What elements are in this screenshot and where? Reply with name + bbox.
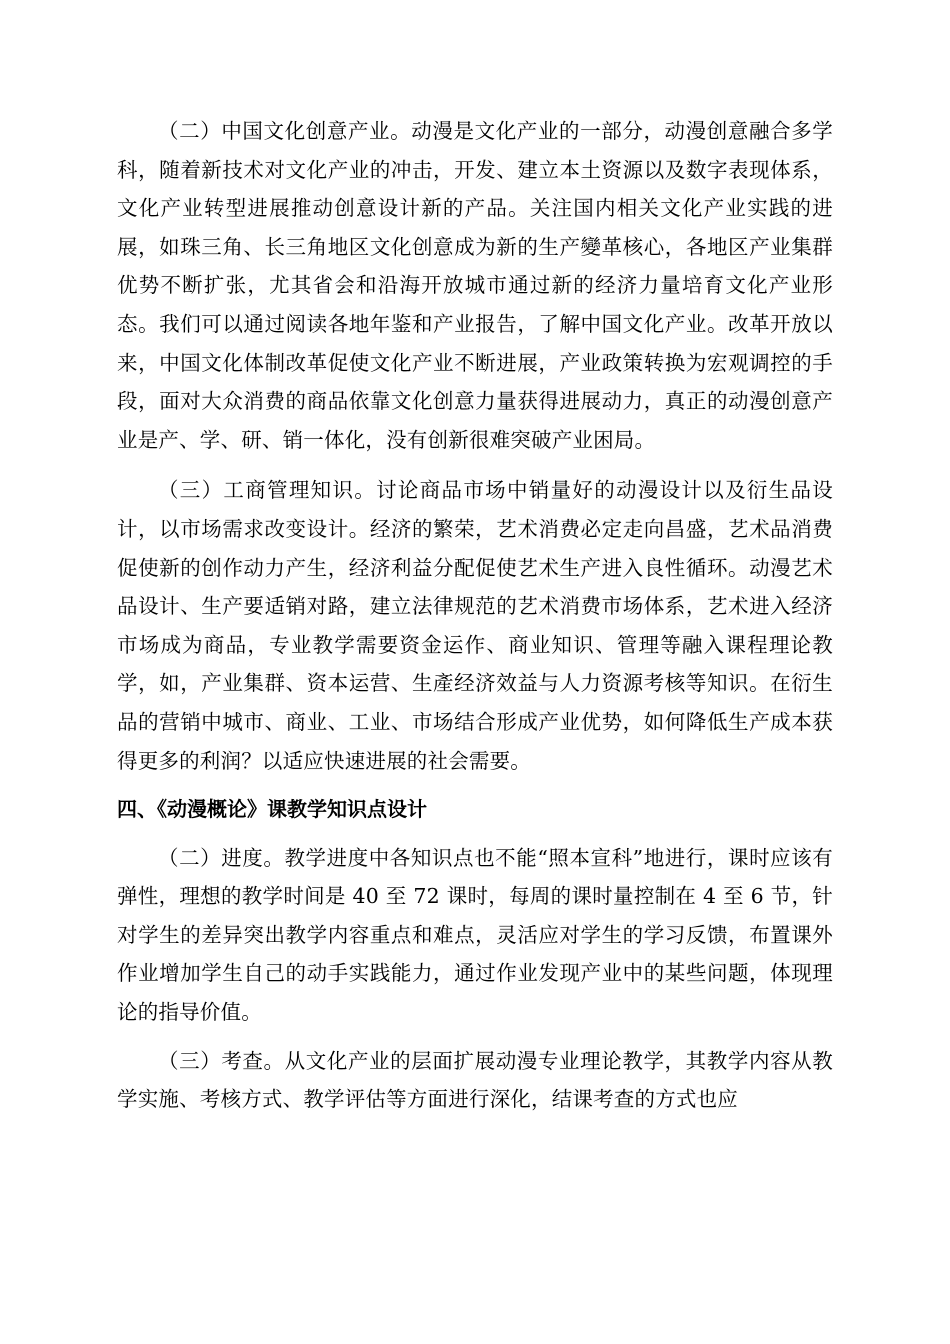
- document-body: [117, 112, 833, 1119]
- paragraph-assessment: （三）考查。从文化产业的层面扩展动漫专业理论教学，其教学内容从教学实施、考核方式、教学评估等方面进行深化，结课考查的方式也应: [117, 1048, 833, 1112]
- paragraph-progress: （二）进度。教学进度中各知识点也不能“照本宣科”地进行，课时应该有弹性，理想的教学时间是 40 至 72 课时，每周的课时量控制在 4 至 6 节，针对学生的差异突出教学内容重点和难点，灵活应对学生的学习反馈，布置课外作业增加学生自己的动手实践能力，通过作业发现产业中的某些问题，体现理论的指导价值。: [117, 845, 833, 1025]
- paragraph-cultural-creative-industry: （二）中国文化创意产业。动漫是文化产业的一部分，动漫创意融合多学科，随着新技术对文化产业的冲击，开发、建立本土资源以及数字表现体系，文化产业转型进展推动创意设计新的产品。关注国内相关文化产业实践的进展，如珠三角、长三角地区文化创意成为新的生产變革核心，各地区产业集群优势不断扩张，尤其省会和沿海开放城市通过新的经济力量培育文化产业形态。我们可以通过阅读各地年鉴和产业报告，了解中国文化产业。改革开放以来，中国文化体制改革促使文化产业不断进展，产业政策转换为宏观调控的手段，面对大众消费的商品依靠文化创意力量获得进展动力，真正的动漫创意产业是产、学、研、销一体化，没有创新很难突破产业困局。: [117, 119, 833, 452]
- paragraph-business-management: （三）工商管理知识。讨论商品市场中销量好的动漫设计以及衍生品设计，以市场需求改变设计。经济的繁荣，艺术消费必定走向昌盛，艺术品消费促使新的创作动力产生，经济利益分配促使艺术生产进入良性循环。动漫艺术品设计、生产要适销对路，建立法律规范的艺术消费市场体系，艺术进入经济市场成为商品，专业教学需要资金运作、商业知识、管理等融入课程理论教学，如，产业集群、资本运营、生產经济效益与人力资源考核等知识。在衍生品的营销中城市、商业、工业、市场结合形成产业优势，如何降低生产成本获得更多的利润？以适应快速进展的社会需要。: [117, 478, 833, 773]
- section-heading: 四、《动漫概论》课教学知识点设计: [117, 797, 427, 822]
